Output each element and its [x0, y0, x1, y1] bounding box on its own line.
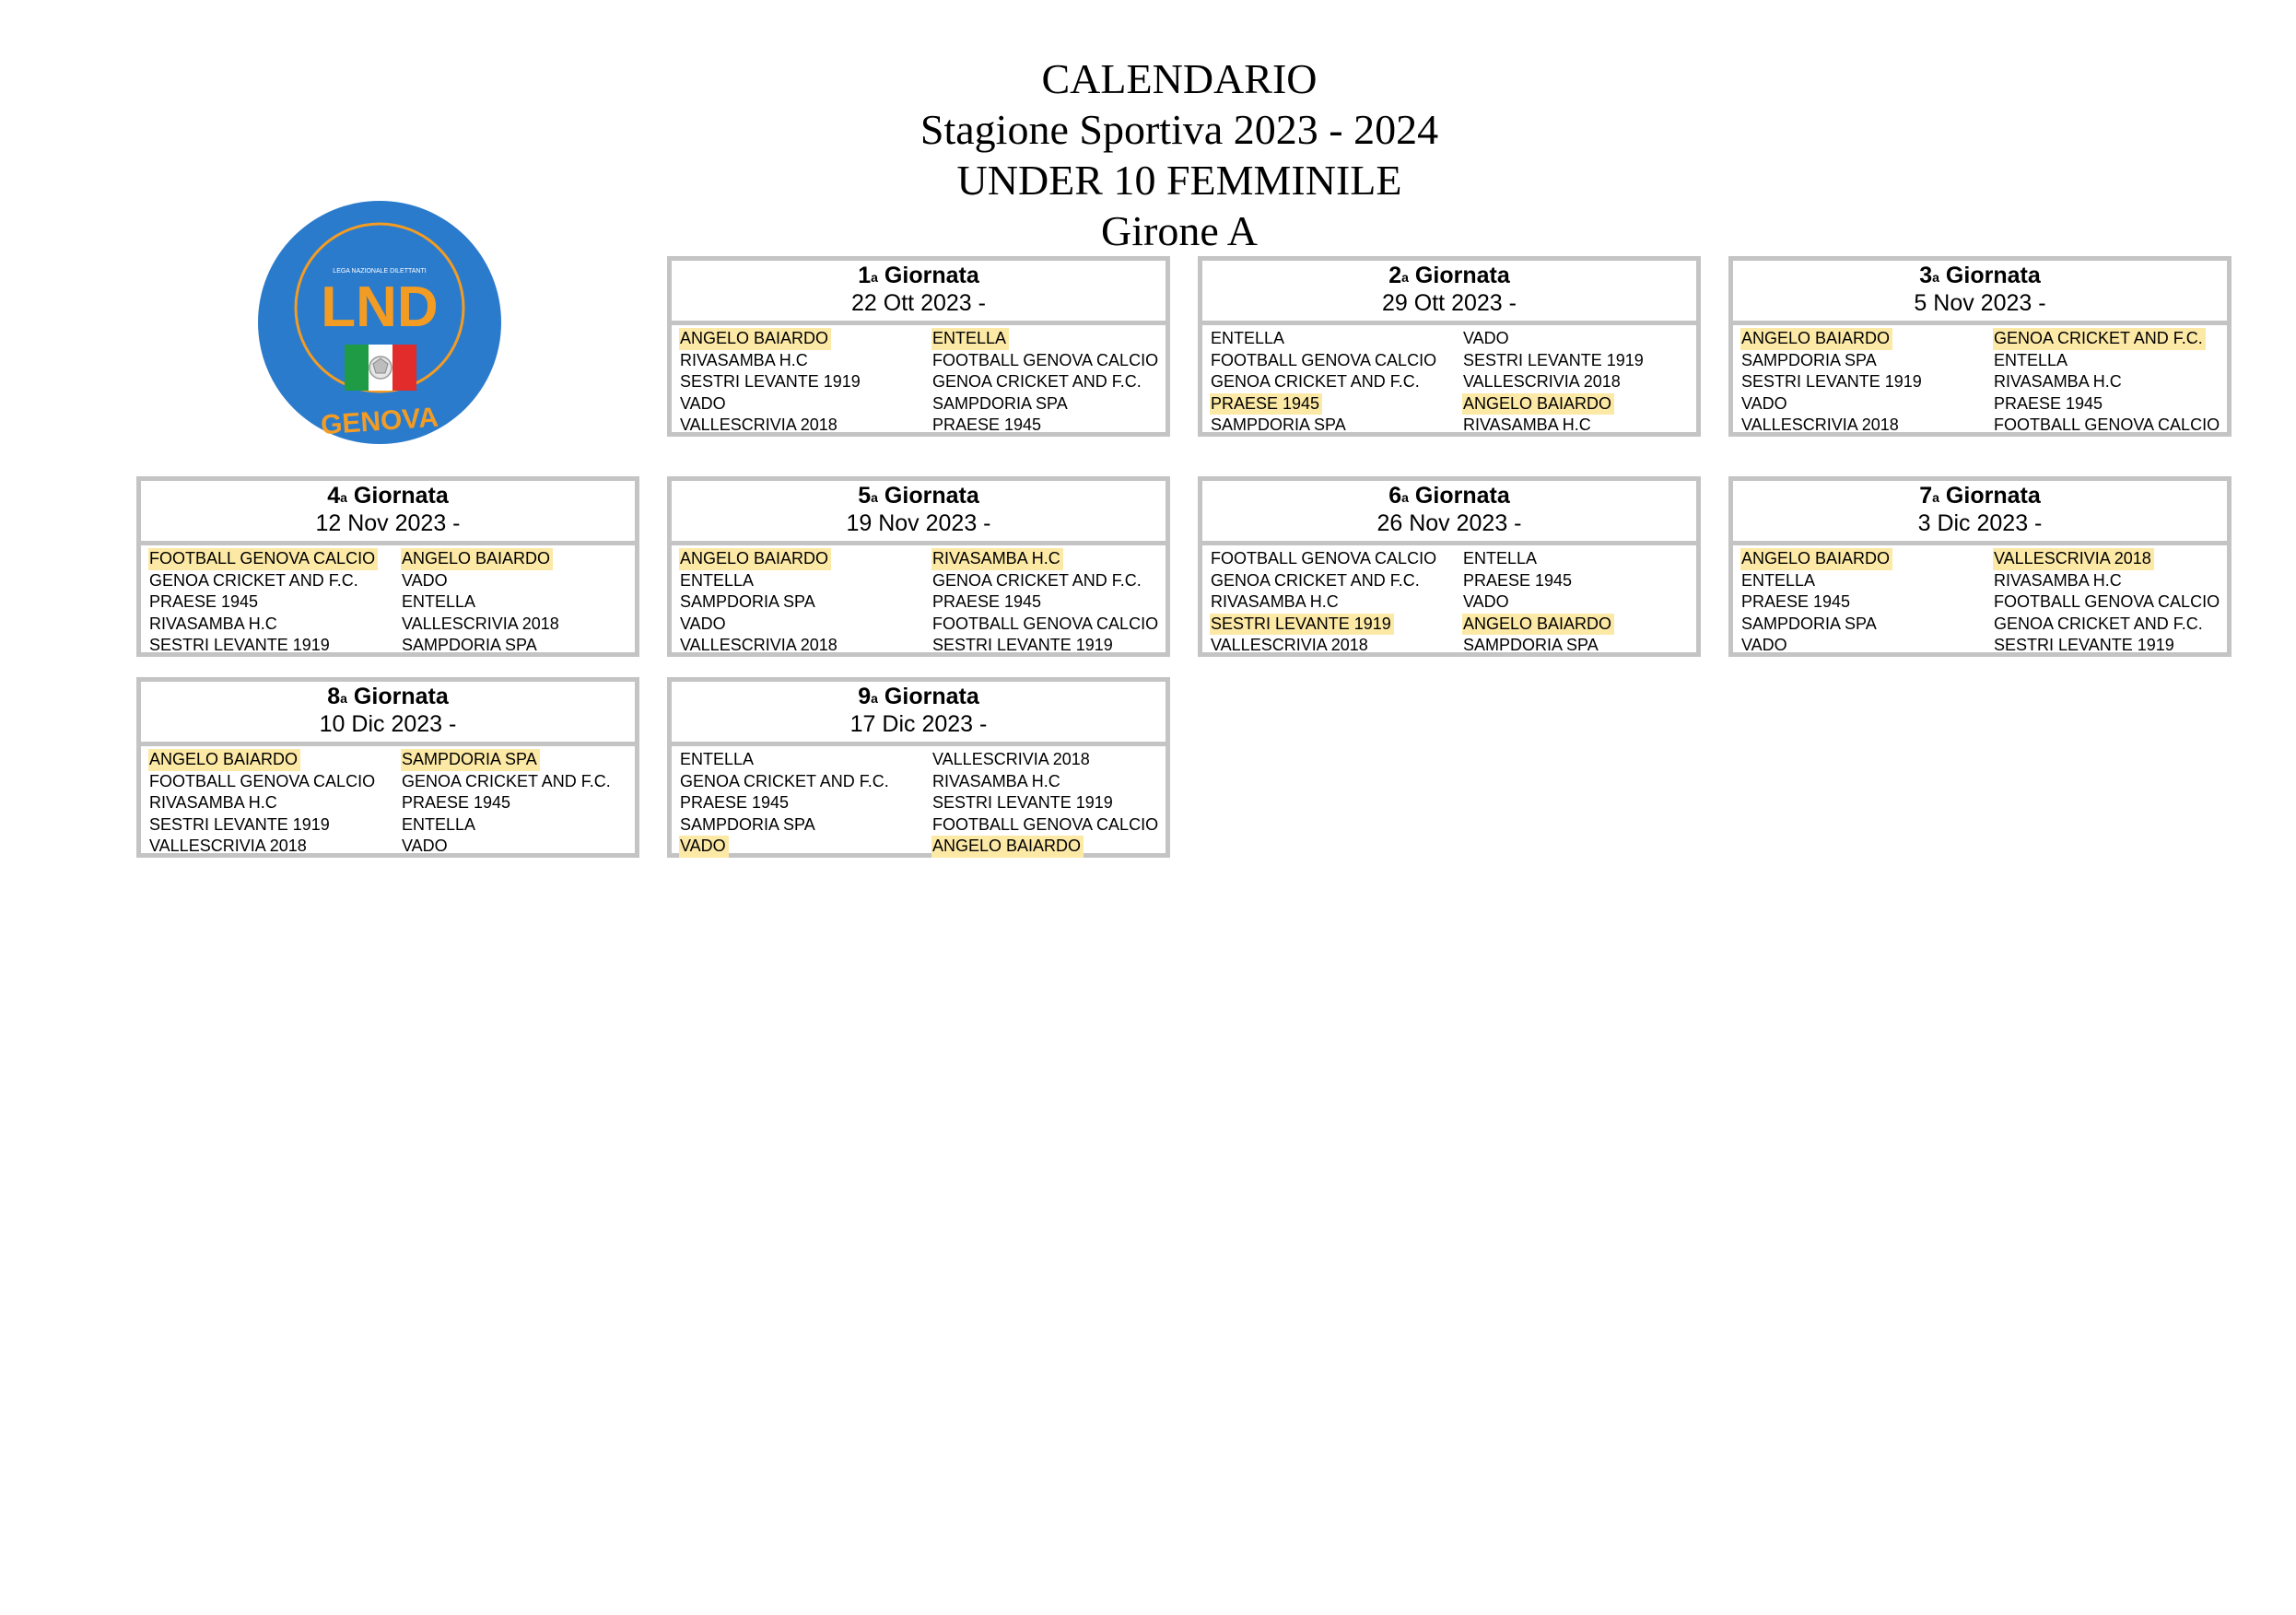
away-team: PRAESE 1945 [1463, 570, 1573, 590]
matches-list [149, 548, 631, 657]
away-team: FOOTBALL GENOVA CALCIO [932, 614, 1159, 633]
home-team: ANGELO BAIARDO [1740, 328, 1892, 350]
home-team: GENOA CRICKET AND F.C. [680, 771, 889, 790]
home-team: ENTELLA [1211, 329, 1285, 347]
match-row [1741, 570, 2223, 592]
away-team: PRAESE 1945 [932, 592, 1042, 612]
match-row [1211, 548, 1693, 570]
home-team: ENTELLA [680, 570, 755, 590]
giornata-header [672, 682, 1166, 746]
giornata-header [672, 261, 1166, 325]
giornata-card-2 [1198, 256, 1701, 437]
giornata-card-7 [1728, 476, 2232, 657]
home-team: SESTRI LEVANTE 1919 [1210, 614, 1394, 636]
home-team: SAMPDORIA SPA [680, 814, 815, 834]
matches-list [1211, 548, 1693, 657]
away-team: GENOA CRICKET AND F.C. [1993, 328, 2206, 350]
giornata-title: 9$^a$ Giornata [858, 684, 979, 709]
match-row [680, 350, 1162, 372]
home-team: SESTRI LEVANTE 1919 [149, 814, 330, 834]
away-team: ENTELLA [1463, 549, 1538, 568]
match-row [1211, 614, 1693, 636]
giornata-title: 4$^a$ Giornata [327, 483, 449, 509]
match-row [1741, 393, 2223, 415]
giornata-date: 22 Ott 2023 - [851, 290, 986, 316]
home-team: VALLESCRIVIA 2018 [1741, 415, 1899, 435]
giornata-card-8 [136, 677, 639, 858]
giornata-header [1202, 481, 1696, 545]
away-team: PRAESE 1945 [1994, 393, 2103, 413]
away-team: SAMPDORIA SPA [932, 393, 1068, 413]
match-row [1211, 570, 1693, 592]
home-team: SESTRI LEVANTE 1919 [680, 372, 861, 392]
giornata-date: 19 Nov 2023 - [846, 510, 991, 536]
giornata-header [141, 481, 635, 545]
match-row [1211, 350, 1693, 372]
match-row [680, 591, 1162, 614]
home-team: VALLESCRIVIA 2018 [680, 636, 838, 655]
giornata-card-5 [667, 476, 1170, 657]
match-row [1741, 591, 2223, 614]
home-team: FOOTBALL GENOVA CALCIO [1211, 350, 1437, 369]
home-team: SAMPDORIA SPA [1741, 614, 1877, 633]
giornata-card-1 [667, 256, 1170, 437]
away-team: RIVASAMBA H.C [1994, 372, 2122, 392]
match-row [1741, 371, 2223, 393]
match-row [680, 548, 1162, 570]
giornata-title: 2$^a$ Giornata [1388, 263, 1510, 288]
away-team: ANGELO BAIARDO [931, 836, 1084, 858]
away-team: VALLESCRIVIA 2018 [1463, 372, 1621, 392]
home-team: RIVASAMBA H.C [1211, 592, 1339, 612]
away-team: GENOA CRICKET AND F.C. [932, 372, 1142, 392]
match-row [680, 570, 1162, 592]
match-row [149, 836, 631, 858]
home-team: ANGELO BAIARDO [148, 749, 300, 771]
home-team: VALLESCRIVIA 2018 [149, 837, 307, 856]
lnd-genova-logo [258, 201, 501, 444]
home-team: VADO [679, 836, 729, 858]
away-team: PRAESE 1945 [402, 793, 511, 813]
away-team: VADO [1463, 592, 1509, 612]
matches-list [680, 548, 1162, 657]
matches-list [680, 749, 1162, 858]
away-team: ENTELLA [1994, 350, 2068, 369]
home-team: VADO [1741, 636, 1787, 655]
giornata-date: 3 Dic 2023 - [1917, 510, 2043, 536]
home-team: SAMPDORIA SPA [1211, 415, 1346, 435]
title-season: Stagione Sportiva 2023 - 2024 [920, 106, 1439, 153]
matches-list [1741, 328, 2223, 437]
away-team: SAMPDORIA SPA [1463, 636, 1599, 655]
match-row [149, 591, 631, 614]
logo-lnd-text: LND [321, 275, 439, 339]
match-row [149, 771, 631, 793]
giornata-header [1733, 261, 2227, 325]
home-team: GENOA CRICKET AND F.C. [1211, 372, 1420, 392]
match-row [1211, 591, 1693, 614]
giornata-title: 6$^a$ Giornata [1388, 483, 1510, 509]
away-team: FOOTBALL GENOVA CALCIO [1994, 592, 2220, 612]
away-team: ENTELLA [402, 592, 476, 612]
home-team: VALLESCRIVIA 2018 [1211, 636, 1368, 655]
giornata-title: 1$^a$ Giornata [858, 263, 979, 288]
home-team: VADO [680, 393, 726, 413]
match-row [680, 393, 1162, 415]
away-team: GENOA CRICKET AND F.C. [932, 570, 1142, 590]
match-row [1741, 328, 2223, 350]
match-row [1741, 635, 2223, 657]
home-team: SAMPDORIA SPA [680, 592, 815, 612]
match-row [680, 771, 1162, 793]
giornata-card-3 [1728, 256, 2232, 437]
match-row [149, 548, 631, 570]
home-team: SESTRI LEVANTE 1919 [149, 636, 330, 655]
away-team: GENOA CRICKET AND F.C. [1994, 614, 2203, 633]
giornata-date: 26 Nov 2023 - [1376, 510, 1522, 536]
giornata-title: 5$^a$ Giornata [858, 483, 979, 509]
matches-list [680, 328, 1162, 437]
away-team: RIVASAMBA H.C [932, 771, 1060, 790]
home-team: GENOA CRICKET AND F.C. [1211, 570, 1420, 590]
away-team: SAMPDORIA SPA [402, 636, 537, 655]
away-team: GENOA CRICKET AND F.C. [402, 771, 611, 790]
match-row [149, 814, 631, 837]
home-team: ANGELO BAIARDO [679, 328, 831, 350]
match-row [680, 814, 1162, 837]
match-row [1741, 614, 2223, 636]
home-team: SESTRI LEVANTE 1919 [1741, 372, 1922, 392]
giornata-header [1733, 481, 2227, 545]
home-team: ANGELO BAIARDO [679, 548, 831, 570]
away-team: SESTRI LEVANTE 1919 [932, 793, 1113, 813]
giornata-date: 29 Ott 2023 - [1382, 290, 1517, 316]
match-row [680, 371, 1162, 393]
home-team: PRAESE 1945 [680, 793, 790, 813]
away-team: SESTRI LEVANTE 1919 [1994, 636, 2174, 655]
away-team: ANGELO BAIARDO [1462, 393, 1614, 415]
giornata-header [141, 682, 635, 746]
away-team: VADO [402, 837, 448, 856]
giornata-card-6 [1198, 476, 1701, 657]
home-team: FOOTBALL GENOVA CALCIO [149, 771, 376, 790]
match-row [1211, 635, 1693, 657]
match-row [1211, 393, 1693, 415]
match-row [1741, 548, 2223, 570]
home-team: RIVASAMBA H.C [149, 793, 277, 813]
away-team: RIVASAMBA H.C [1463, 415, 1591, 435]
away-team: SESTRI LEVANTE 1919 [932, 636, 1113, 655]
away-team: ANGELO BAIARDO [401, 548, 553, 570]
giornata-date: 12 Nov 2023 - [315, 510, 461, 536]
match-row [680, 635, 1162, 657]
home-team: VALLESCRIVIA 2018 [680, 415, 838, 435]
match-row [1211, 371, 1693, 393]
match-row [149, 792, 631, 814]
home-team: FOOTBALL GENOVA CALCIO [1211, 549, 1437, 568]
away-team: VADO [1463, 329, 1509, 347]
away-team: VALLESCRIVIA 2018 [932, 750, 1090, 768]
home-team: ENTELLA [1741, 570, 1816, 590]
logo-flag-red [392, 345, 416, 391]
matches-list [1741, 548, 2223, 657]
match-row [149, 614, 631, 636]
home-team: GENOA CRICKET AND F.C. [149, 570, 358, 590]
logo-genova-text: GENOVA [320, 402, 439, 441]
away-team: PRAESE 1945 [932, 415, 1042, 435]
match-row [680, 792, 1162, 814]
match-row [680, 836, 1162, 858]
match-row [1741, 350, 2223, 372]
away-team: VALLESCRIVIA 2018 [402, 614, 559, 633]
giornata-header [1202, 261, 1696, 325]
away-team: RIVASAMBA H.C [931, 548, 1063, 570]
logo-flag-green [345, 345, 369, 391]
match-row [1211, 415, 1693, 437]
home-team: ENTELLA [680, 750, 755, 768]
giornata-card-9 [667, 677, 1170, 858]
away-team: ENTELLA [402, 814, 476, 834]
away-team: VALLESCRIVIA 2018 [1993, 548, 2154, 570]
match-row [1211, 328, 1693, 350]
giornata-date: 10 Dic 2023 - [319, 711, 457, 737]
match-row [680, 415, 1162, 437]
title-calendario: CALENDARIO [1041, 55, 1318, 102]
matches-list [1211, 328, 1693, 437]
home-team: FOOTBALL GENOVA CALCIO [148, 548, 378, 570]
title-group: Girone A [1101, 207, 1258, 254]
match-row [1741, 415, 2223, 437]
match-row [680, 614, 1162, 636]
home-team: RIVASAMBA H.C [680, 350, 808, 369]
giornata-title: 7$^a$ Giornata [1919, 483, 2041, 509]
match-row [149, 635, 631, 657]
away-team: FOOTBALL GENOVA CALCIO [932, 814, 1159, 834]
home-team: VADO [680, 614, 726, 633]
away-team: VADO [402, 570, 448, 590]
giornata-title: 8$^a$ Giornata [327, 684, 449, 709]
match-row [680, 328, 1162, 350]
giornata-header [672, 481, 1166, 545]
matches-list [149, 749, 631, 858]
match-row [680, 749, 1162, 771]
home-team: PRAESE 1945 [1210, 393, 1322, 415]
home-team: RIVASAMBA H.C [149, 614, 277, 633]
away-team: FOOTBALL GENOVA CALCIO [1994, 415, 2220, 435]
home-team: SAMPDORIA SPA [1741, 350, 1877, 369]
away-team: SAMPDORIA SPA [401, 749, 540, 771]
away-team: SESTRI LEVANTE 1919 [1463, 350, 1644, 369]
giornata-title: 3$^a$ Giornata [1919, 263, 2041, 288]
match-row [149, 570, 631, 592]
away-team: FOOTBALL GENOVA CALCIO [932, 350, 1159, 369]
match-row [149, 749, 631, 771]
home-team: VADO [1741, 393, 1787, 413]
giornata-card-4 [136, 476, 639, 657]
giornata-date: 5 Nov 2023 - [1914, 290, 2046, 316]
giornata-date: 17 Dic 2023 - [849, 711, 988, 737]
home-team: PRAESE 1945 [149, 592, 259, 612]
away-team: ENTELLA [931, 328, 1009, 350]
home-team: PRAESE 1945 [1741, 592, 1851, 612]
away-team: RIVASAMBA H.C [1994, 570, 2122, 590]
away-team: ANGELO BAIARDO [1462, 614, 1614, 636]
logo-small-text: LEGA NAZIONALE DILETTANTI [333, 268, 427, 275]
home-team: ANGELO BAIARDO [1740, 548, 1892, 570]
title-category: UNDER 10 FEMMINILE [956, 157, 1402, 204]
